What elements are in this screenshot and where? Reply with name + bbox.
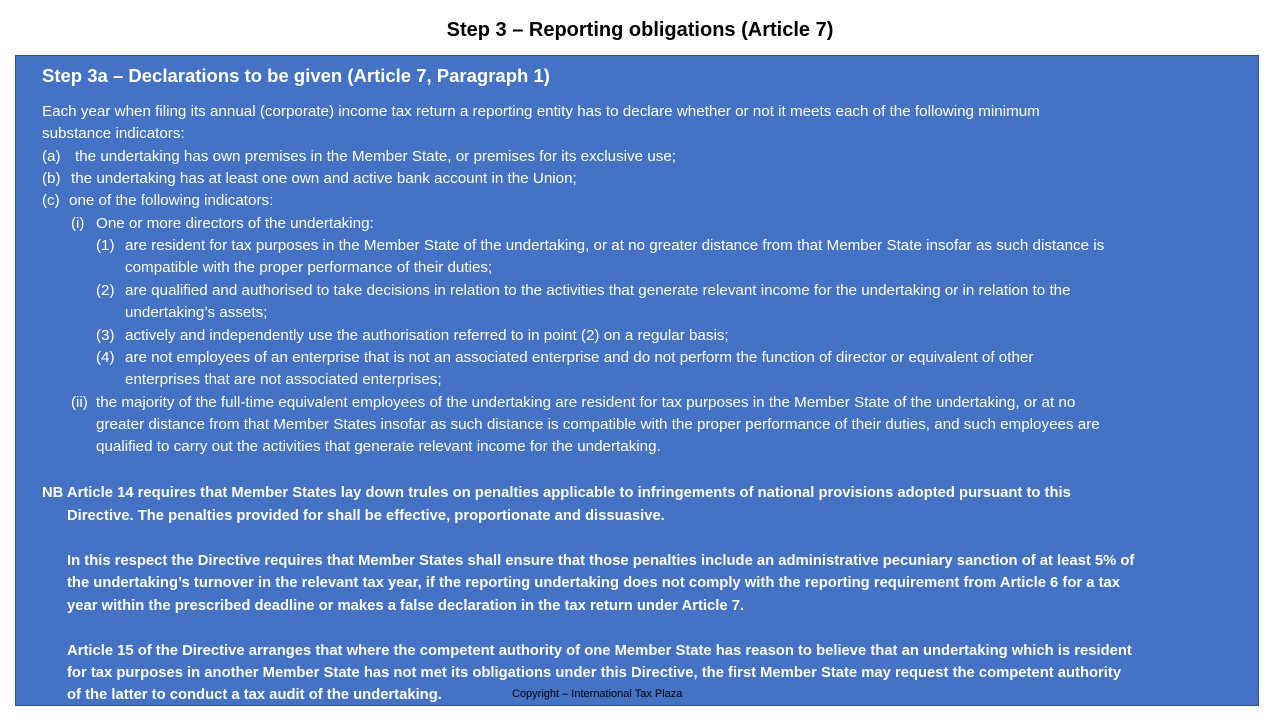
item-ci3-text: actively and independently use the authorisation referred to in point (2) on a regular basis;: [125, 327, 729, 344]
item-ci1-text-2: compatible with the proper performance of their duties;: [125, 259, 493, 276]
penalty-line-2: the undertaking’s turnover in the relevant tax year, if the reporting undertaking does not comply with the reporting requirement from Article 6 for a tax: [67, 575, 1120, 591]
item-cii-label: (ii): [71, 394, 88, 411]
nb-line-1: NB Article 14 requires that Member States lay down trules on penalties applicable to infringements of national provisions adopted pursuant to this: [42, 485, 1071, 501]
item-ci2-text-1: are qualified and authorised to take decisions in relation to the activities that generate relevant income for the undertaking or in relation to the: [125, 282, 1071, 299]
item-ci4-text-2: enterprises that are not associated enterprises;: [125, 371, 442, 388]
slide-title: Step 3 – Reporting obligations (Article 7): [446, 19, 834, 41]
article15-line-2: for tax purposes in another Member State has not met its obligations under this Directive, the first Member State may request the competent authority: [67, 665, 1122, 681]
box-title: Step 3a – Declarations to be given (Article 7, Paragraph 1): [42, 65, 550, 86]
item-ci1-text-1: are resident for tax purposes in the Member State of the undertaking, or at no greater distance from that Member State insofar as such distance is: [125, 237, 1105, 254]
item-c-text: one of the following indicators:: [69, 192, 274, 209]
item-ci3-label: (3): [96, 327, 115, 344]
item-ci2-label: (2): [96, 282, 115, 299]
nb-line-2: Directive. The penalties provided for shall be effective, proportionate and dissuasive.: [67, 508, 665, 524]
item-b-label: (b): [42, 170, 61, 187]
item-a-text: the undertaking has own premises in the Member State, or premises for its exclusive use;: [75, 148, 677, 165]
item-a-label: (a): [42, 148, 61, 165]
item-b-text: the undertaking has at least one own and active bank account in the Union;: [71, 170, 577, 187]
copyright-notice: Copyright – International Tax Plaza: [512, 688, 683, 700]
content-box: [15, 55, 1259, 706]
item-c-label: (c): [42, 192, 60, 209]
item-cii-text-3: qualified to carry out the activities that generate relevant income for the undertaking.: [96, 438, 661, 455]
intro-line-1: Each year when filing its annual (corporate) income tax return a reporting entity has to declare whether or not it meets each of the following minimum: [42, 103, 1040, 120]
item-cii-text-1: the majority of the full-time equivalent employees of the undertaking are resident for tax purposes in the Member State of the undertaking, or at no: [96, 394, 1076, 411]
item-ci-text: One or more directors of the undertaking:: [96, 215, 374, 232]
item-ci4-text-1: are not employees of an enterprise that is not an associated enterprise and do not perform the function of director or equivalent of other: [125, 349, 1034, 366]
article15-line-1: Article 15 of the Directive arranges that where the competent authority of one Member State has reason to believe that an undertaking which is resident: [67, 643, 1132, 659]
item-ci2-text-2: undertaking’s assets;: [125, 304, 268, 321]
item-ci4-label: (4): [96, 349, 115, 366]
item-ci1-label: (1): [96, 237, 115, 254]
penalty-line-1: In this respect the Directive requires that Member States shall ensure that those penalties include an administrative pecuniary sanction of at least 5% of: [67, 553, 1135, 569]
intro-line-2: substance indicators:: [42, 125, 185, 142]
item-cii-text-2: greater distance from that Member States insofar as such distance is compatible with the proper performance of their duties, and such employees are: [96, 416, 1100, 433]
item-ci-label: (i): [71, 215, 85, 232]
article15-line-3: of the latter to conduct a tax audit of the undertaking.: [67, 687, 442, 703]
penalty-line-3: year within the prescribed deadline or makes a false declaration in the tax return under Article 7.: [67, 598, 745, 614]
